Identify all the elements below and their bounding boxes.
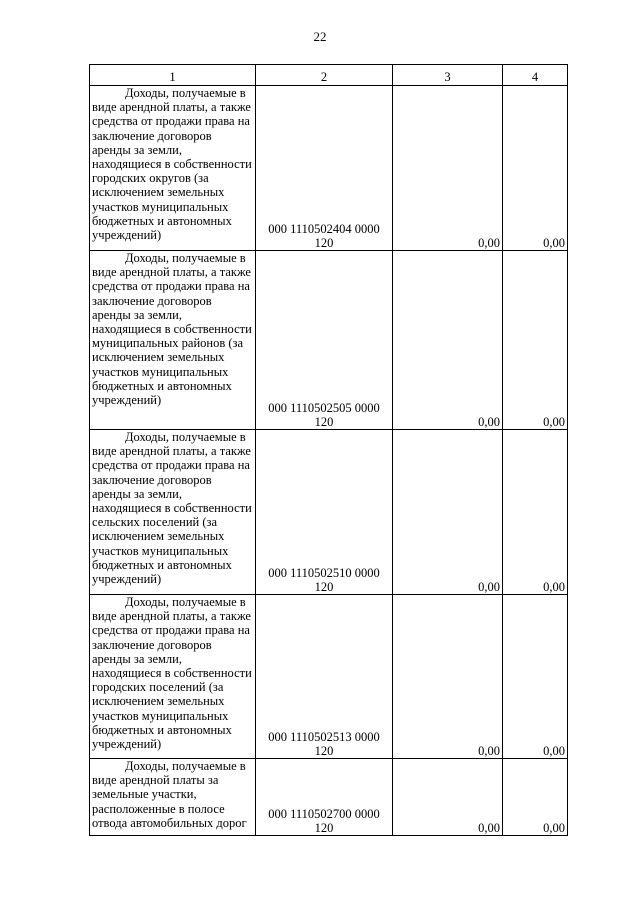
table-row — [90, 86, 568, 251]
row-name: Доходы, получаемые в виде арендной платы, а также средства от продажи права на заключение договоров аренды за земли, находящиеся в собственности сельских поселений (за исключением земельных участков муниципальных бюджетных и автономных учреждений) — [90, 430, 256, 595]
row-name: Доходы, получаемые в виде арендной платы, а также средства от продажи права на заключение договоров аренды за земли, находящиеся в собственности городских округов (за исключением земельных участков муниципальных бюджетных и автономных учреждений) — [90, 86, 256, 251]
table-row — [90, 251, 568, 430]
row-code: 000 1110502700 0000 120 — [256, 759, 393, 836]
row-value-col3: 0,00 — [393, 86, 503, 251]
row-value-col4: 0,00 — [503, 86, 568, 251]
table-row — [90, 595, 568, 759]
row-code: 000 1110502510 0000 120 — [256, 430, 393, 595]
row-value-col4: 0,00 — [503, 251, 568, 430]
row-code: 000 1110502404 0000 120 — [256, 86, 393, 251]
row-value-col3: 0,00 — [393, 759, 503, 836]
page-number: 22 — [313, 29, 327, 44]
column-header-2: 2 — [256, 65, 393, 86]
row-value-col4: 0,00 — [503, 430, 568, 595]
row-code: 000 1110502505 0000 120 — [256, 251, 393, 430]
column-number-row — [90, 65, 568, 86]
column-header-1: 1 — [90, 65, 256, 86]
row-value-col3: 0,00 — [393, 251, 503, 430]
column-header-3: 3 — [393, 65, 503, 86]
row-name: Доходы, получаемые в виде арендной платы за земельные участки, расположенные в полосе отвода автомобильных дорог — [90, 759, 256, 836]
row-value-col3: 0,00 — [393, 430, 503, 595]
row-value-col4: 0,00 — [503, 759, 568, 836]
column-header-4: 4 — [503, 65, 568, 86]
row-value-col4: 0,00 — [503, 595, 568, 759]
table-row — [90, 759, 568, 836]
row-value-col3: 0,00 — [393, 595, 503, 759]
revenue-table — [89, 64, 568, 836]
row-name: Доходы, получаемые в виде арендной платы, а также средства от продажи права на заключение договоров аренды за земли, находящиеся в собственности городских поселений (за исключением земельных участков муниципальных бюджетных и автономных учреждений) — [90, 595, 256, 759]
row-code: 000 1110502513 0000 120 — [256, 595, 393, 759]
table-row — [90, 430, 568, 595]
row-name: Доходы, получаемые в виде арендной платы, а также средства от продажи права на заключение договоров аренды за земли, находящиеся в собственности муниципальных районов (за исключением земельных участков муниципальных бюджетных и автономных учреждений) — [90, 251, 256, 430]
